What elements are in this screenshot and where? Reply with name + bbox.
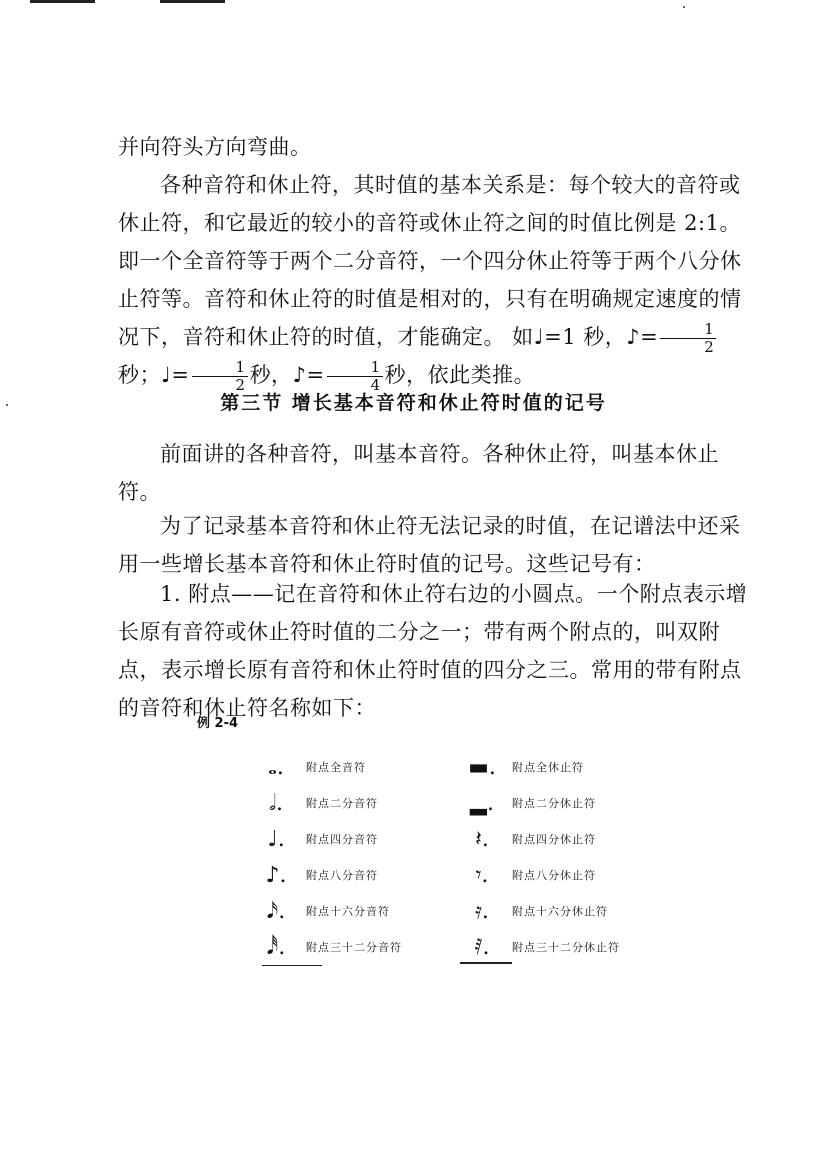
dotted-note-label: 附点全音符	[306, 761, 366, 774]
dotted-note-label: 附点四分音符	[306, 833, 378, 846]
dotted-note-row	[262, 750, 366, 784]
dotted-sixteenth-note-icon: 𝅘𝅥𝅯.	[266, 898, 286, 924]
dotted-rest-row	[468, 786, 596, 820]
scan-speck	[6, 404, 8, 406]
dotted-note-row	[262, 930, 402, 964]
top-edge-rule-left	[30, 0, 95, 3]
eighth-note-icon: ♪	[626, 325, 641, 349]
eighth-note-icon: ♪	[292, 363, 307, 387]
paragraph-basic-notes: 前面讲的各种音符，叫基本音符。各种休止符，叫基本休止符。	[118, 442, 719, 504]
fraction-half-2: $\frac{1}{2}$	[192, 359, 248, 394]
fraction-half: $\frac{1}{2}$	[660, 321, 716, 356]
dotted-sixteenth-rest-icon: 𝄿.	[475, 898, 489, 924]
dotted-rest-row	[468, 822, 596, 856]
eq-e-text: 秒，依此类推。	[384, 363, 536, 387]
dotted-note-label: 附点十六分音符	[306, 905, 390, 918]
dotted-eighth-rest-icon: 𝄾.	[475, 862, 489, 888]
dotted-note-label: 附点二分音符	[306, 797, 378, 810]
dotted-note-row	[262, 786, 378, 820]
dotted-note-row	[262, 822, 378, 856]
paragraph-dot: 1. 附点——记在音符和休止符右边的小圆点。一个附点表示增长原有音符或休止符时值的二分之一；带有两个附点的，叫双附点，表示增长原有音符和休止符时值的四分之三。常用的带有附点的音符和休止符名称如下：	[118, 582, 748, 720]
dotted-whole-note-icon: 𝅝.	[268, 754, 284, 780]
dotted-note-row	[262, 858, 378, 892]
eq-a-text: =1 秒，	[544, 325, 627, 349]
fraction-quarter: $\frac{1}{4}$	[327, 359, 383, 394]
dotted-rest-label: 附点四分休止符	[512, 833, 596, 846]
top-edge-rule-right	[160, 0, 225, 3]
dotted-quarter-rest-icon: 𝄽.	[475, 826, 489, 852]
dotted-thirtysecond-rest-icon: 𝅀.	[474, 934, 490, 960]
quarter-note-icon: ♩	[533, 325, 545, 349]
paragraph-continuation: 并向符头方向弯曲。	[118, 135, 312, 159]
dotted-half-note-icon: 𝅗𝅥.	[269, 790, 283, 816]
section-title: 第三节 增长基本音符和休止符时值的记号	[220, 392, 607, 414]
dotted-thirtysecond-note-icon: 𝅘𝅥𝅰.	[266, 934, 286, 960]
example-label: 例 2-4	[197, 716, 239, 731]
dotted-rest-row	[468, 750, 584, 784]
paragraph-duration-relation: 各种音符和休止符，其时值的基本关系是：每个较大的音符或休止符，和它最近的较小的音符或休止符之间的时值比例是 2:1。即一个全音符等于两个二分音符，一个四分休止符等于两个八分休止符等。音符和休止符的时值是相对的，只有在明确规定速度的情况下，音符和休止符的时值，才能确定。 如♩=1 秒，♪= $\frac{1}{2}$ 秒；♩= $\frac{1}{2}$ 秒，♪= $\frac{1}{4}$ 秒，依此类推。	[118, 173, 742, 394]
paragraph-notation-marks: 为了记录基本音符和休止符无法记录的时值，在记谱法中还采用一些增长基本音符和休止符时值的记号。这些记号有：	[118, 514, 741, 576]
dotted-half-rest-icon: ▂.	[470, 790, 494, 816]
table-bottom-rule-left	[262, 965, 322, 966]
dotted-rest-label: 附点二分休止符	[512, 797, 596, 810]
paragraph-duration-relation-text: 各种音符和休止符，其时值的基本关系是：每个较大的音符或休止符，和它最近的较小的音符或休止符之间的时值比例是 2:1。即一个全音符等于两个二分音符，一个四分休止符等于两个八分休止符等。音符和休止符的时值是相对的，只有在明确规定速度的情况下，音符和休止符的时值，才能确定。 如	[118, 173, 742, 349]
dotted-quarter-note-icon: ♩.	[267, 826, 285, 852]
dotted-note-label: 附点三十二分音符	[306, 941, 402, 954]
dotted-rest-label: 附点全休止符	[512, 761, 584, 774]
dotted-rest-row	[468, 930, 620, 964]
dotted-note-label: 附点八分音符	[306, 869, 378, 882]
dotted-rest-label: 附点十六分休止符	[512, 905, 608, 918]
eq-c-text: 秒；	[118, 363, 161, 387]
dotted-rest-label: 附点八分休止符	[512, 869, 596, 882]
eq-b-text: =	[640, 325, 659, 349]
dotted-note-row	[262, 894, 390, 928]
quarter-note-icon: ♩	[161, 363, 172, 387]
dotted-rest-row	[468, 858, 596, 892]
eq-d-text: 秒，	[249, 363, 293, 387]
dotted-whole-rest-icon: ▬.	[468, 754, 496, 780]
dotted-rest-label: 附点三十二分休止符	[512, 941, 620, 954]
dotted-eighth-note-icon: ♪.	[265, 862, 287, 888]
table-bottom-rule-right	[460, 962, 512, 964]
scan-speck	[683, 6, 685, 8]
dotted-rest-row	[468, 894, 608, 928]
